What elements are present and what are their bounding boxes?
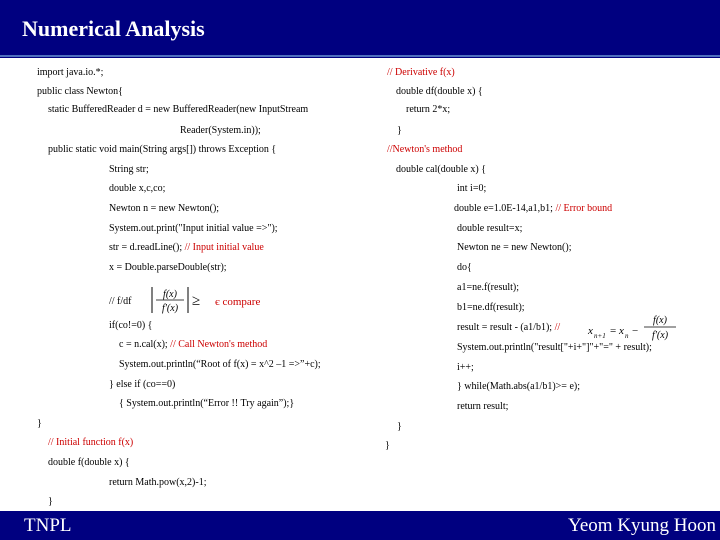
footer-author: Yeom Kyung Hoon: [568, 515, 716, 536]
code-line: return Math.pow(x,2)-1;: [109, 477, 207, 488]
code-line: }: [397, 125, 402, 136]
footer-left-label: TNPL: [24, 515, 72, 536]
code-comment: //: [554, 322, 561, 333]
svg-text:n: n: [625, 332, 629, 340]
code-line: [109, 242, 264, 254]
code-line: System.out.print("Input initial value =>");: [109, 223, 278, 234]
code-line: Reader(System.in));: [180, 125, 261, 136]
code-line: double result=x;: [457, 223, 523, 234]
svg-text:f(x): f(x): [163, 289, 177, 300]
ge-symbol: ≥: [192, 293, 201, 309]
code-line: }: [48, 496, 53, 507]
code-line: import java.io.*;: [37, 67, 104, 78]
ratio-formula-icon: [150, 285, 190, 315]
code-line: { System.out.println(“Error !! Try again”);}: [119, 398, 295, 409]
code-line: Newton ne = new Newton();: [457, 242, 572, 253]
code-comment: //Newton's method: [387, 144, 463, 155]
svg-text:=: =: [610, 325, 617, 337]
svg-text:f(x): f(x): [653, 315, 667, 326]
code-line: double f(double x) {: [48, 457, 130, 468]
code-line: do{: [457, 262, 472, 273]
code-comment: // Input initial value: [184, 242, 264, 253]
code-text: str = d.readLine();: [109, 242, 185, 253]
code-line: if(co!=0) {: [109, 320, 153, 331]
svg-text:x: x: [619, 325, 624, 337]
code-line: a1=ne.f(result);: [457, 282, 520, 293]
code-text: c = n.cal(x);: [119, 339, 171, 350]
slide-title: Numerical Analysis: [22, 16, 205, 41]
code-line: }: [385, 440, 390, 451]
code-line: System.out.println(“Root of f(x) = x^2 –1 =>”+c);: [119, 359, 321, 370]
code-line: double cal(double x) {: [396, 164, 487, 175]
svg-text:f′(x): f′(x): [651, 330, 669, 341]
code-line: } while(Math.abs(a1/b1)>= e);: [457, 381, 580, 392]
footer-bar: [0, 511, 720, 540]
svg-text:n+1: n+1: [594, 332, 606, 340]
code-line: public static void main(String args[]) throws Exception {: [48, 144, 277, 155]
code-line: return 2*x;: [406, 104, 451, 115]
code-line: } else if (co==0): [109, 379, 176, 390]
title-rule: [0, 55, 720, 57]
code-area: [0, 58, 720, 511]
code-line: [119, 339, 267, 351]
code-line: }: [37, 418, 42, 429]
code-comment: // Derivative f(x): [387, 67, 455, 78]
code-line: double x,c,co;: [109, 183, 166, 194]
code-text: result = result - (a1/b1);: [457, 322, 555, 333]
code-line: String str;: [109, 164, 149, 175]
code-line: [454, 203, 612, 215]
code-line: i++;: [457, 362, 474, 373]
code-line: int i=0;: [457, 183, 487, 194]
code-comment: // Error bound: [555, 203, 613, 214]
code-line: System.out.println("result["+i+"]"+"=" + result);: [457, 342, 652, 353]
code-line: b1=ne.df(result);: [457, 302, 525, 313]
code-line: double df(double x) {: [396, 86, 483, 97]
code-line: x = Double.parseDouble(str);: [109, 262, 227, 273]
code-text: double e=1.0E-14,a1,b1;: [454, 203, 556, 214]
code-comment: // Initial function f(x): [48, 437, 134, 448]
epsilon-compare-label: є compare: [215, 296, 261, 308]
code-line: static BufferedReader d = new BufferedReader(new InputStream: [48, 104, 309, 115]
code-line: public class Newton{: [37, 86, 123, 97]
code-line: }: [397, 421, 402, 432]
newton-formula-icon: [586, 312, 678, 342]
svg-text:f′(x): f′(x): [161, 303, 179, 314]
code-line: Newton n = new Newton();: [109, 203, 220, 214]
code-comment: // f/df: [109, 296, 132, 307]
svg-text:−: −: [632, 325, 639, 337]
code-comment: // Call Newton's method: [170, 339, 268, 350]
code-line: return result;: [457, 401, 509, 412]
code-line: [457, 322, 560, 334]
svg-text:x: x: [588, 325, 593, 337]
title-bar: [0, 0, 720, 58]
